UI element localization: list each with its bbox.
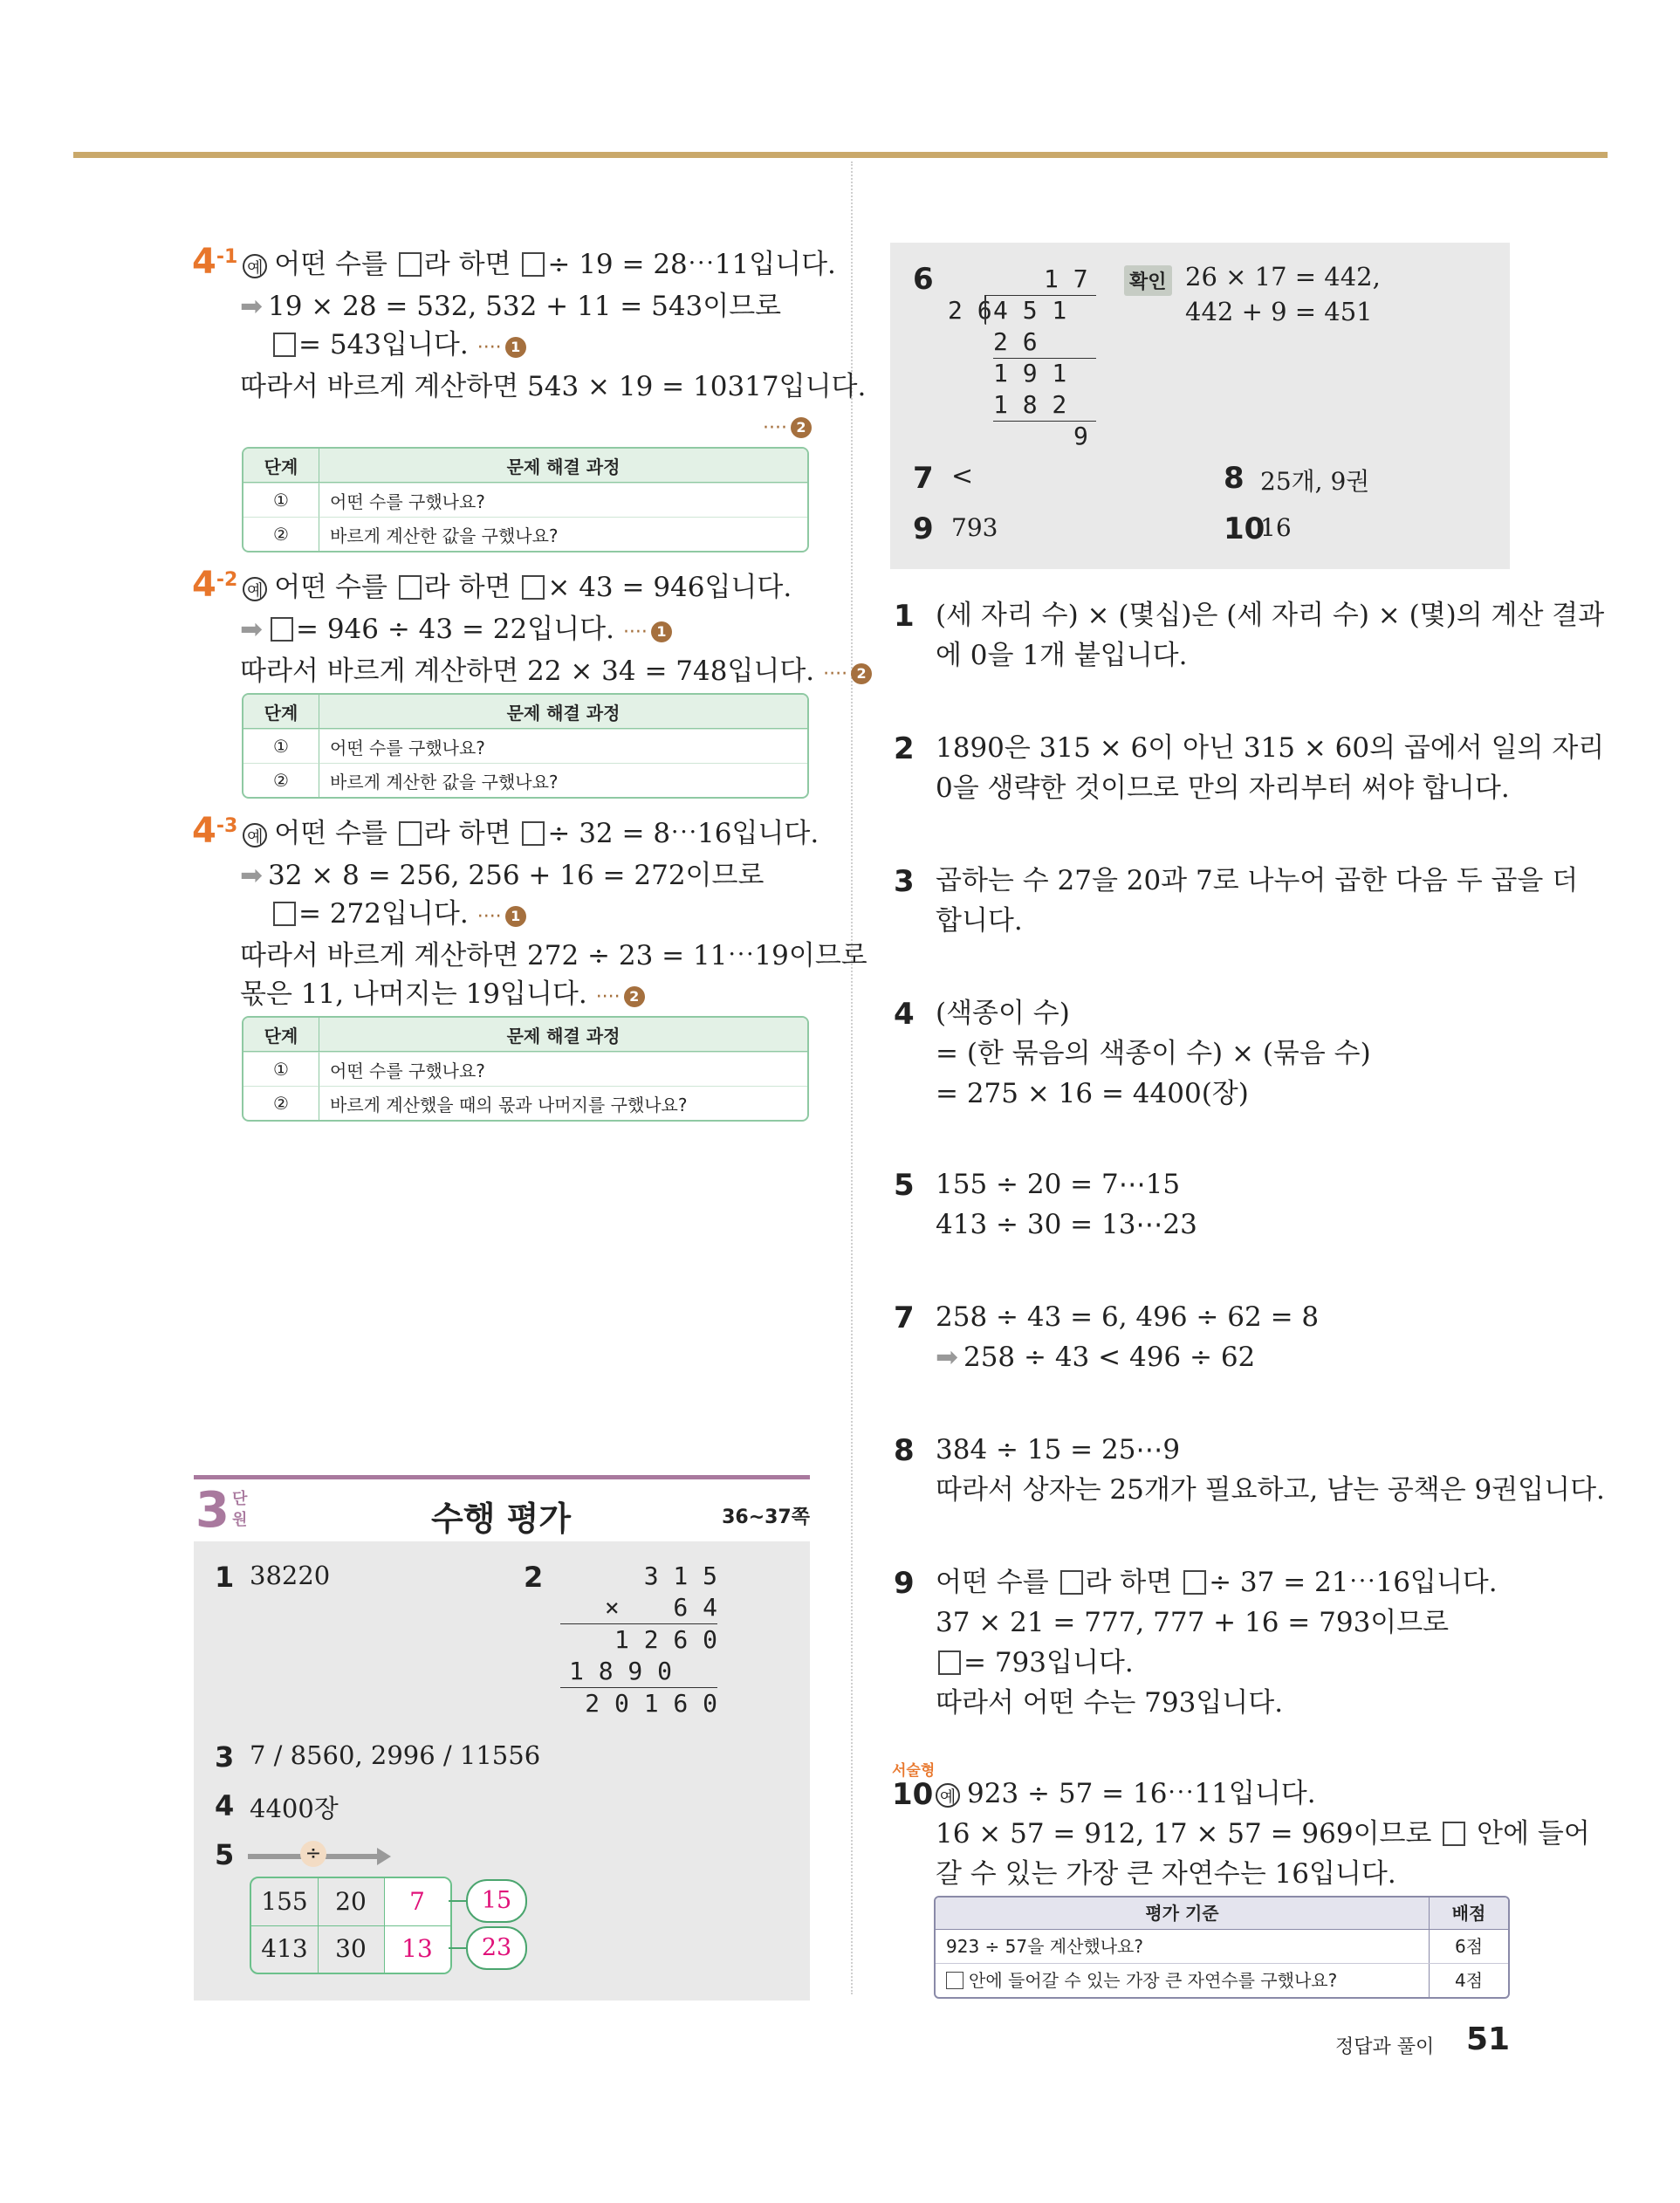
solution-number: 1 <box>894 599 915 634</box>
scoring-table <box>934 1896 1510 1999</box>
unit-title: 수행 평가 <box>431 1500 572 1538</box>
unit-header <box>194 1475 810 1542</box>
solution-number: 8 <box>894 1433 915 1468</box>
solution-line: 따라서 어떤 수는 793입니다. <box>936 1687 1284 1719</box>
row: 2 0 1 6 0 <box>585 1689 717 1718</box>
rubric-table-4-2 <box>242 693 809 799</box>
cell: ① <box>243 1052 319 1086</box>
answer-text: 7 / 8560, 2996 / 11556 <box>250 1740 541 1770</box>
solution-line: 0을 생략한 것이므로 만의 자리부터 써야 합니다. <box>936 772 1510 804</box>
text: 몫은 11, 나머지는 19입니다. <box>240 978 587 1010</box>
solution-line: = (한 묶음의 색종이 수) × (묶음 수) <box>936 1038 1371 1069</box>
solution-line: 155 ÷ 20 = 7⋯15 <box>936 1169 1181 1200</box>
step-marker: ···· 1 <box>477 898 526 937</box>
solution-line: 에 0을 1개 붙입니다. <box>936 640 1188 671</box>
header: 단계 <box>243 449 319 483</box>
cell: ② <box>243 1086 319 1120</box>
row: × 6 4 <box>560 1592 717 1624</box>
remainder-oval: 23 <box>466 1926 527 1970</box>
partial: 1 9 1 <box>993 359 1067 388</box>
row: 1 8 9 0 <box>560 1656 717 1688</box>
dividend: 4 5 1 <box>993 296 1067 325</box>
check-text: 442 + 9 = 451 <box>1185 297 1373 326</box>
cell: ② <box>243 763 319 797</box>
header: 평가 기준 <box>936 1898 1430 1929</box>
criterion: 923 ÷ 57을 계산했나요? <box>936 1930 1430 1963</box>
question-number: 6 <box>913 262 934 297</box>
solution-line: 갈 수 있는 가장 큰 자연수는 16입니다. <box>936 1858 1396 1890</box>
remainder-oval: 15 <box>466 1879 527 1923</box>
header: 문제 해결 과정 <box>319 1018 807 1052</box>
text: ÷ 32 = 8⋯16입니다. <box>547 818 819 849</box>
cell: 13 <box>401 1934 433 1963</box>
arrow-icon: ➡ <box>240 291 263 322</box>
blank-box <box>271 617 293 642</box>
row: 3 1 5 <box>643 1561 717 1590</box>
evaluation-answers <box>194 1541 810 2001</box>
unit-dan: 단 <box>232 1490 248 1508</box>
example-mark: 예 <box>243 254 267 278</box>
question-number: 2 <box>524 1561 544 1594</box>
blank-box <box>522 821 545 846</box>
problem-number: 4 <box>192 811 216 851</box>
text: 따라서 바르게 계산하면 22 × 34 = 748입니다. <box>240 655 815 687</box>
arrow-icon: ➡ <box>936 1342 958 1373</box>
answer-text: 16 <box>1260 513 1292 542</box>
solution-number: 4 <box>894 997 915 1032</box>
solution-line: 따라서 상자는 25개가 필요하고, 남는 공책은 9권입니다. <box>936 1474 1605 1506</box>
text: 따라서 바르게 계산하면 543 × 19 = 10317입니다. <box>240 371 867 402</box>
unit-pages: 36~37쪽 <box>722 1506 810 1528</box>
step-marker: ···· 2 <box>763 409 812 448</box>
subtract: 2 6 <box>993 327 1038 356</box>
blank-box <box>522 575 545 600</box>
blank-box <box>399 252 422 277</box>
row: 1 2 6 0 <box>614 1625 717 1654</box>
division-bracket <box>984 295 986 325</box>
blank-box <box>1060 1570 1083 1595</box>
divisor: 2 6 <box>948 296 992 325</box>
answer-text: < <box>951 461 974 491</box>
page-number: 51 <box>1466 2021 1511 2057</box>
problem-4-2 <box>192 566 872 694</box>
step-marker: ···· 1 <box>623 614 672 652</box>
blank-box <box>938 1651 961 1675</box>
step-marker: ···· 2 <box>823 655 872 694</box>
solution-line: ➡ 258 ÷ 43 < 496 ÷ 62 <box>936 1342 1256 1373</box>
cell: 어떤 수를 구했나요? <box>319 729 807 763</box>
cell: 155 <box>261 1887 308 1916</box>
solution-line: = 793입니다. <box>936 1643 1134 1683</box>
connector <box>449 1900 466 1902</box>
cell: 어떤 수를 구했나요? <box>319 483 807 517</box>
text: = 543입니다. <box>298 329 469 360</box>
question-number: 7 <box>913 461 934 496</box>
connector <box>449 1947 466 1949</box>
header: 단계 <box>243 1018 319 1052</box>
example-mark: 예 <box>243 577 267 601</box>
unit-won: 원 <box>232 1511 248 1529</box>
solution-line: 곱하는 수 27을 20과 7로 나누어 곱한 다음 두 곱을 더 <box>936 865 1579 896</box>
cell: 바르게 계산했을 때의 몫과 나머지를 구했나요? <box>319 1086 807 1120</box>
blank-box <box>1183 1570 1206 1595</box>
header: 단계 <box>243 695 319 729</box>
header: 문제 해결 과정 <box>319 449 807 483</box>
text: = 946 ÷ 43 = 22입니다. <box>295 614 614 645</box>
remainder: 9 <box>1073 422 1088 450</box>
top-rule <box>73 152 1608 158</box>
solution-line: 예 923 ÷ 57 = 16⋯11입니다. <box>936 1774 1316 1814</box>
footer-label: 정답과 풀이 <box>1335 2036 1435 2058</box>
arrow-head-icon <box>377 1848 391 1865</box>
cell: 30 <box>335 1934 367 1963</box>
solution-line: 합니다. <box>936 905 1023 937</box>
answer-text: 25개, 9권 <box>1260 467 1370 496</box>
question-number: 1 <box>215 1561 235 1594</box>
question-number: 9 <box>913 511 934 546</box>
problem-4-1 <box>192 243 866 448</box>
blank-box <box>522 252 545 277</box>
arrow-icon: ➡ <box>240 614 263 645</box>
cell: 7 <box>409 1887 425 1916</box>
blank-box <box>399 575 422 600</box>
division-table <box>250 1877 452 1974</box>
divide-icon: ÷ <box>300 1841 326 1867</box>
essay-tag: 서술형 <box>892 1762 936 1780</box>
text: = 272입니다. <box>298 898 469 930</box>
text: × 43 = 946입니다. <box>547 572 792 603</box>
cell: ① <box>243 483 319 517</box>
check-text: 26 × 17 = 442, <box>1185 262 1381 292</box>
answer-summary-box <box>890 243 1510 569</box>
answer-text: 38220 <box>250 1561 331 1590</box>
question-number: 10 <box>1224 511 1265 546</box>
text: 라 하면 <box>423 249 511 280</box>
solution-number: 2 <box>894 731 915 766</box>
criterion: 안에 들어갈 수 있는 가장 큰 자연수를 구했나요? <box>936 1964 1430 1997</box>
blank-box <box>1443 1822 1465 1846</box>
rubric-table-4-1 <box>242 447 809 552</box>
example-mark: 예 <box>936 1783 960 1808</box>
arrow-icon: ➡ <box>240 860 263 891</box>
text: 19 × 28 = 532, 532 + 11 = 543이므로 <box>267 291 782 322</box>
blank-box <box>399 821 422 846</box>
question-number: 4 <box>215 1789 235 1822</box>
answer-text: 4400장 <box>250 1794 339 1823</box>
text: 어떤 수를 <box>274 249 387 280</box>
problem-number: 4 <box>192 242 216 282</box>
header: 배점 <box>1451 1903 1486 1924</box>
blank-box <box>273 333 296 357</box>
blank-box <box>273 902 296 926</box>
subtract: 1 8 2 <box>993 390 1067 419</box>
text: 라 하면 <box>423 818 511 849</box>
cell: ① <box>243 729 319 763</box>
solution-number: 7 <box>894 1301 915 1335</box>
solution-line: 16 × 57 = 912, 17 × 57 = 969이므로 안에 들어 <box>936 1818 1590 1850</box>
score: 6점 <box>1454 1936 1484 1957</box>
cell: 바르게 계산한 값을 구했나요? <box>319 763 807 797</box>
text: ÷ 19 = 28⋯11입니다. <box>547 249 836 280</box>
header: 문제 해결 과정 <box>319 695 807 729</box>
text: 따라서 바르게 계산하면 272 ÷ 23 = 11⋯19이므로 <box>240 940 867 971</box>
question-number: 5 <box>215 1838 235 1871</box>
score: 4점 <box>1454 1970 1484 1991</box>
solution-line: 413 ÷ 30 = 13⋯23 <box>936 1209 1197 1240</box>
solution-number: 9 <box>894 1566 915 1601</box>
problem-4-3 <box>192 812 867 1017</box>
cell: ② <box>243 517 319 551</box>
question-number: 3 <box>215 1740 235 1774</box>
solution-line: = 275 × 16 = 4400(장) <box>936 1078 1249 1109</box>
solution-number: 5 <box>894 1168 915 1203</box>
problem-number: 4 <box>192 565 216 605</box>
check-label: 확인 <box>1124 265 1172 296</box>
cell: 413 <box>261 1934 308 1963</box>
text: 32 × 8 = 256, 256 + 16 = 272이므로 <box>267 860 765 891</box>
step-marker: ···· 2 <box>596 978 645 1017</box>
text: 어떤 수를 <box>274 572 387 603</box>
solution-number: 3 <box>894 864 915 899</box>
problem-sub: -3 <box>216 815 238 837</box>
text: 어떤 수를 <box>274 818 387 849</box>
problem-sub: -1 <box>216 246 238 268</box>
blank-box <box>946 1972 963 1989</box>
text: 라 하면 <box>423 572 511 603</box>
quotient: 1 7 <box>1044 264 1088 293</box>
solution-line: (색종이 수) <box>936 998 1070 1029</box>
solution-line: 37 × 21 = 777, 777 + 16 = 793이므로 <box>936 1607 1450 1638</box>
step-marker: ···· 1 <box>477 329 526 367</box>
question-number: 8 <box>1224 461 1245 496</box>
solution-line: 1890은 315 × 6이 아닌 315 × 60의 곱에서 일의 자리 <box>936 732 1605 764</box>
problem-sub: -2 <box>216 569 238 591</box>
rubric-table-4-3 <box>242 1016 809 1122</box>
solution-number: 10 <box>892 1777 934 1812</box>
multiplication-work <box>560 1561 717 1719</box>
cell: 20 <box>335 1887 367 1916</box>
answer-text: 793 <box>951 513 998 542</box>
solution-line: 258 ÷ 43 = 6, 496 ÷ 62 = 8 <box>936 1301 1320 1333</box>
cell: 바르게 계산한 값을 구했나요? <box>319 517 807 551</box>
example-mark: 예 <box>243 823 267 848</box>
solution-line: (세 자리 수) × (몇십)은 (세 자리 수) × (몇)의 계산 결과 <box>936 600 1605 631</box>
cell: 어떤 수를 구했나요? <box>319 1052 807 1086</box>
solution-line: 384 ÷ 15 = 25⋯9 <box>936 1434 1181 1465</box>
unit-number: 3 <box>195 1482 230 1539</box>
solution-line: 어떤 수를 라 하면 ÷ 37 = 21⋯16입니다. <box>936 1567 1498 1598</box>
